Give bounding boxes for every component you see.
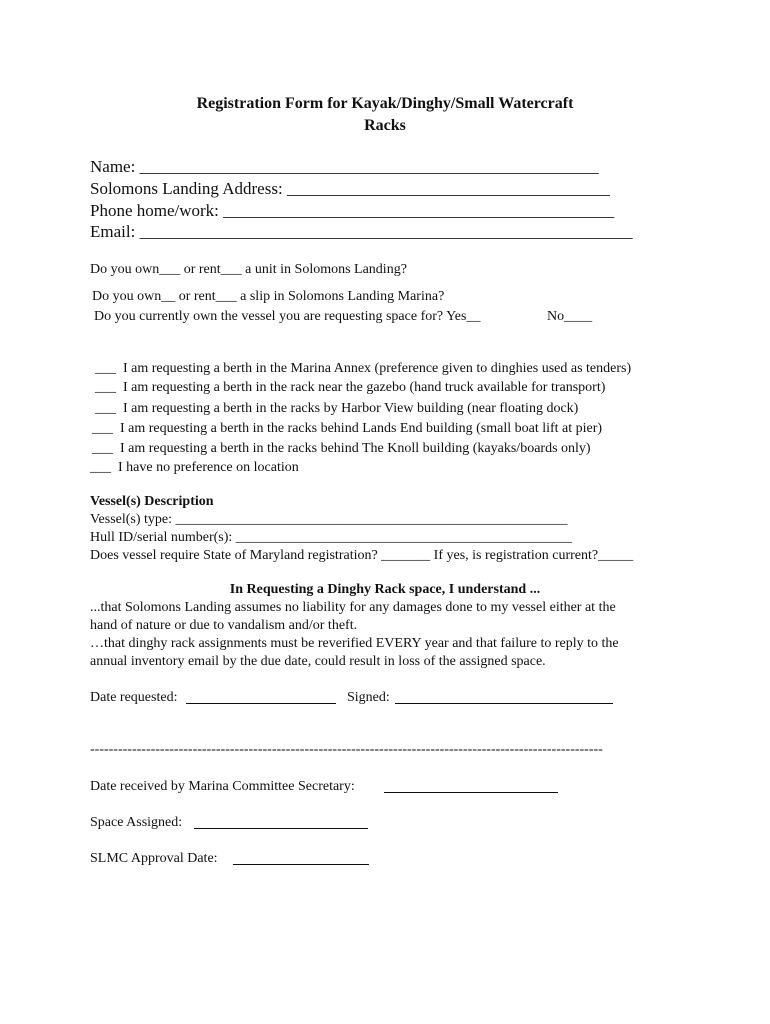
phone-field[interactable]: Phone home/work: ______________________________________________ xyxy=(90,201,615,220)
date-received-label: Date received by Marina Committee Secretary: xyxy=(90,779,355,794)
signature-input[interactable] xyxy=(395,690,613,704)
form-title-line-1: Registration Form for Kayak/Dinghy/Small Watercraft xyxy=(196,95,574,112)
berth-option-lands-end[interactable]: ___ I am requesting a berth in the racks behind Lands End building (small boat lift at pier) xyxy=(92,421,603,436)
vessel-description-heading: Vessel(s) Description xyxy=(90,494,214,509)
form-title-line-2: Racks xyxy=(364,117,406,134)
registration-question[interactable]: Does vessel require State of Maryland registration? _______ If yes, is registration current?_____ xyxy=(90,548,634,563)
own-vessel-no[interactable]: No____ xyxy=(547,309,593,324)
space-assigned-label: Space Assigned: xyxy=(90,815,183,830)
liability-text-line-2: hand of nature or due to vandalism and/or theft. xyxy=(90,618,358,633)
reverify-text-line-2: annual inventory email by the due date, could result in loss of the assigned space. xyxy=(90,654,546,669)
signed-label: Signed: xyxy=(347,690,390,705)
space-assigned-input[interactable] xyxy=(194,815,368,829)
section-divider: -------------------------------------------------------------------------------------------------------------- xyxy=(90,742,603,757)
vessel-type-field[interactable]: Vessel(s) type: ________________________________________________________ xyxy=(90,512,568,527)
understand-heading: In Requesting a Dinghy Rack space, I understand ... xyxy=(229,582,541,597)
liability-text-line-1: ...that Solomons Landing assumes no liability for any damages done to my vessel either at the xyxy=(90,600,616,615)
date-received-input[interactable] xyxy=(384,779,558,793)
reverify-text-line-1: …that dinghy rack assignments must be reverified EVERY year and that failure to reply to the xyxy=(90,636,619,651)
berth-option-harbor-view[interactable]: ___ I am requesting a berth in the racks by Harbor View building (near floating dock) xyxy=(95,401,579,416)
approval-date-input[interactable] xyxy=(233,851,369,865)
approval-date-label: SLMC Approval Date: xyxy=(90,851,218,866)
own-rent-unit-question[interactable]: Do you own___ or rent___ a unit in Solomons Landing? xyxy=(90,262,407,277)
name-field[interactable]: Name: ______________________________________________________ xyxy=(90,157,599,176)
email-field[interactable]: Email: __________________________________________________________ xyxy=(90,222,633,241)
berth-option-the-knoll[interactable]: ___ I am requesting a berth in the racks behind The Knoll building (kayaks/boards only) xyxy=(92,441,591,456)
date-requested-input[interactable] xyxy=(186,690,336,704)
own-rent-slip-question[interactable]: Do you own__ or rent___ a slip in Solomons Landing Marina? xyxy=(92,289,445,304)
berth-option-no-preference[interactable]: ___ I have no preference on location xyxy=(90,460,299,475)
hull-id-field[interactable]: Hull ID/serial number(s): ________________________________________________ xyxy=(90,530,572,545)
berth-option-marina-annex[interactable]: ___ I am requesting a berth in the Marina Annex (preference given to dinghies used as tenders) xyxy=(95,361,632,376)
address-field[interactable]: Solomons Landing Address: ______________________________________ xyxy=(90,179,610,198)
own-vessel-question[interactable]: Do you currently own the vessel you are requesting space for? Yes__ xyxy=(94,309,481,324)
date-requested-label: Date requested: xyxy=(90,690,178,705)
berth-option-gazebo[interactable]: ___ I am requesting a berth in the rack near the gazebo (hand truck available for transport) xyxy=(95,380,606,395)
